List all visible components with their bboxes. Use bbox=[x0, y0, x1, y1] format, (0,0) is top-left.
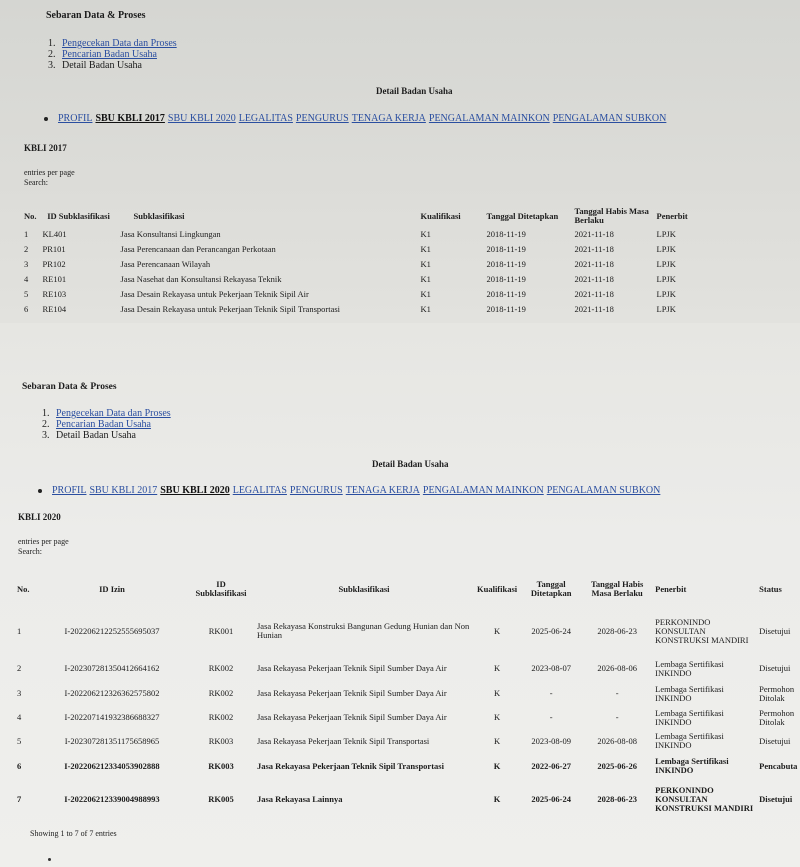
cell-id-subklasifikasi: RK003 bbox=[208, 760, 234, 771]
tab-sbu-kbli-2017[interactable]: SBU KBLI 2017 bbox=[95, 113, 165, 124]
tab-legalitas[interactable]: LEGALITAS bbox=[238, 113, 293, 124]
cell-tanggal-habis: 2028-06-23 bbox=[597, 625, 637, 636]
cell-kualifikasi: K bbox=[493, 793, 501, 804]
menu-item-pencarian[interactable]: Pencarian Badan Usaha bbox=[56, 419, 151, 430]
cell-no: 4 bbox=[17, 712, 22, 722]
cell-tanggal-ditetapkan: - bbox=[549, 712, 553, 722]
tab-sbu-kbli-2017[interactable]: SBU KBLI 2017 bbox=[89, 485, 158, 496]
cell-subklasifikasi: Jasa Nasehat dan Konsultansi Rekayasa Teknik bbox=[120, 274, 282, 284]
cell-no: 4 bbox=[24, 274, 29, 284]
col-header-id-subklasifikasi: ID Subklasifikasi bbox=[47, 210, 110, 221]
cell-subklasifikasi: Jasa Perencanaan dan Perancangan Perkotaan bbox=[120, 244, 276, 254]
cell-tanggal-ditetapkan: 2018-11-19 bbox=[486, 289, 526, 299]
tab-pengalaman-subkon[interactable]: PENGALAMAN SUBKON bbox=[546, 485, 661, 496]
cell-kualifikasi: K bbox=[494, 625, 501, 636]
cell-penerbit: PERKONINDO KONSULTAN KONSTRUKSI MANDIRI bbox=[655, 784, 754, 813]
cell-subklasifikasi: Jasa Desain Rekayasa untuk Pekerjaan Teknik Sipil Transportasi bbox=[120, 304, 341, 314]
table-row bbox=[14, 752, 800, 780]
cell-kualifikasi: K1 bbox=[420, 244, 431, 254]
cell-id-izin: I-202206212252555695037 bbox=[64, 625, 160, 636]
cell-id-subklasifikasi: RE104 bbox=[42, 304, 67, 314]
menu-item-pengecekan[interactable]: Pengecekan Data dan Proses bbox=[62, 38, 177, 49]
cell-subklasifikasi: Jasa Rekayasa Pekerjaan Teknik Sipil Sumber Daya Air bbox=[257, 688, 447, 698]
cell-penerbit: LPJK bbox=[656, 274, 676, 284]
cell-penerbit: LPJK bbox=[656, 229, 676, 239]
col-header-tanggal-ditetapkan: Tanggal Ditetapkan bbox=[530, 579, 572, 598]
cell-subklasifikasi: Jasa Desain Rekayasa untuk Pekerjaan Teknik Sipil Air bbox=[120, 289, 309, 299]
cell-tanggal-habis: 2021-11-18 bbox=[574, 274, 614, 284]
cell-no: 5 bbox=[24, 289, 29, 299]
cell-no: 2 bbox=[17, 663, 22, 673]
bullet-icon bbox=[44, 117, 48, 121]
cell-kualifikasi: K1 bbox=[420, 229, 431, 239]
cell-id-subklasifikasi: RK003 bbox=[208, 735, 234, 746]
entries-per-page-label: entries per page bbox=[18, 537, 69, 546]
cell-tanggal-ditetapkan: 2023-08-09 bbox=[531, 735, 571, 746]
cell-penerbit: Lembaga Sertifikasi INKINDO bbox=[655, 707, 724, 727]
cell-penerbit: LPJK bbox=[656, 259, 676, 269]
cell-status: Permohon Ditolak bbox=[759, 707, 795, 727]
cell-kualifikasi: K1 bbox=[420, 274, 431, 284]
cell-tanggal-habis: 2021-11-18 bbox=[574, 304, 614, 314]
cell-id-subklasifikasi: RK002 bbox=[208, 688, 234, 698]
cell-status: Pencabuta bbox=[759, 760, 798, 771]
col-header-id-subklasifikasi: ID Subklasifikasi bbox=[195, 579, 247, 598]
table-row bbox=[21, 227, 701, 242]
cell-no: 7 bbox=[17, 793, 22, 804]
app-title: Sebaran Data & Proses bbox=[46, 10, 146, 21]
col-header-tanggal-habis: Tanggal Habis Masa Berlaku bbox=[590, 579, 644, 598]
table-row bbox=[21, 242, 701, 257]
cell-no: 2 bbox=[24, 244, 29, 254]
tab-pengurus[interactable]: PENGURUS bbox=[289, 485, 343, 496]
tab-pengalaman-mainkon[interactable]: PENGALAMAN MAINKON bbox=[428, 113, 550, 124]
kbli-2017-table bbox=[21, 205, 701, 317]
cell-tanggal-habis: 2026-08-06 bbox=[597, 663, 637, 673]
cell-penerbit: Lembaga Sertifikasi INKINDO bbox=[655, 683, 724, 703]
tab-sbu-kbli-2020[interactable]: SBU KBLI 2020 bbox=[160, 485, 230, 496]
menu-item-pencarian[interactable]: Pencarian Badan Usaha bbox=[62, 49, 157, 60]
table-row bbox=[21, 257, 701, 272]
table-row bbox=[14, 780, 800, 818]
cell-kualifikasi: K bbox=[494, 712, 501, 722]
col-header-status: Status bbox=[759, 583, 782, 594]
cell-subklasifikasi: Jasa Konsultansi Lingkungan bbox=[120, 229, 221, 239]
cell-tanggal-ditetapkan: 2018-11-19 bbox=[486, 304, 526, 314]
cell-kualifikasi: K1 bbox=[420, 259, 431, 269]
cell-subklasifikasi: Jasa Rekayasa Lainnya bbox=[257, 793, 343, 804]
cell-tanggal-ditetapkan: 2018-11-19 bbox=[486, 274, 526, 284]
tab-pengurus[interactable]: PENGURUS bbox=[295, 113, 349, 124]
cell-subklasifikasi: Jasa Rekayasa Pekerjaan Teknik Sipil Sumber Daya Air bbox=[257, 712, 447, 722]
cell-no: 3 bbox=[17, 688, 22, 698]
table-row bbox=[21, 302, 701, 317]
tab-tenaga-kerja[interactable]: TENAGA KERJA bbox=[345, 485, 420, 496]
cell-tanggal-ditetapkan: 2018-11-19 bbox=[486, 244, 526, 254]
entries-per-page-label: entries per page bbox=[24, 168, 75, 177]
tab-pengalaman-mainkon[interactable]: PENGALAMAN MAINKON bbox=[422, 485, 544, 496]
cell-kualifikasi: K bbox=[494, 688, 501, 698]
app-title: Sebaran Data & Proses bbox=[22, 382, 117, 392]
cell-penerbit: LPJK bbox=[656, 304, 676, 314]
cell-id-subklasifikasi: RE103 bbox=[42, 289, 67, 299]
table-row bbox=[14, 682, 800, 705]
search-label: Search: bbox=[24, 178, 48, 187]
kbli-2020-page bbox=[0, 323, 800, 867]
cell-status: Disetujui bbox=[759, 793, 793, 804]
cell-kualifikasi: K1 bbox=[420, 304, 431, 314]
cell-id-subklasifikasi: RK005 bbox=[208, 793, 234, 804]
cell-subklasifikasi: Jasa Rekayasa Pekerjaan Teknik Sipil Transportasi bbox=[257, 735, 430, 746]
cell-tanggal-ditetapkan: 2018-11-19 bbox=[486, 259, 526, 269]
cell-subklasifikasi: Jasa Rekayasa Pekerjaan Teknik Sipil Transportasi bbox=[257, 760, 444, 771]
tab-bar bbox=[44, 113, 669, 124]
page-heading: Detail Badan Usaha bbox=[376, 86, 453, 96]
cell-tanggal-ditetapkan: - bbox=[549, 688, 553, 698]
cell-tanggal-habis: 2025-06-26 bbox=[597, 760, 637, 771]
cell-penerbit: Lembaga Sertifikasi INKINDO bbox=[655, 731, 724, 750]
cell-subklasifikasi: Jasa Rekayasa Pekerjaan Teknik Sipil Sumber Daya Air bbox=[257, 663, 447, 673]
tab-legalitas[interactable]: LEGALITAS bbox=[232, 485, 287, 496]
cell-id-subklasifikasi: PR101 bbox=[42, 244, 66, 254]
cell-id-izin: I-202307281350412664162 bbox=[64, 663, 160, 673]
tab-profil[interactable]: PROFIL bbox=[52, 485, 87, 496]
cell-tanggal-habis: 2021-11-18 bbox=[574, 259, 614, 269]
cell-penerbit: PERKONINDO KONSULTAN KONSTRUKSI MANDIRI bbox=[655, 616, 749, 645]
cell-status: Disetujui bbox=[759, 663, 791, 673]
cell-id-izin: I-202207141932386688327 bbox=[64, 712, 160, 722]
bullet-icon bbox=[38, 489, 42, 493]
cell-tanggal-ditetapkan: 2018-11-19 bbox=[486, 229, 526, 239]
table-row bbox=[21, 287, 701, 302]
tab-profil[interactable]: PROFIL bbox=[58, 113, 93, 124]
table-row bbox=[14, 607, 800, 655]
process-menu bbox=[36, 408, 171, 441]
table-row bbox=[21, 272, 701, 287]
menu-item-detail: Detail Badan Usaha bbox=[62, 60, 142, 71]
cell-id-izin: I-202206212334053902888 bbox=[64, 760, 160, 771]
search-label: Search: bbox=[18, 547, 42, 556]
col-header-penerbit: Penerbit bbox=[655, 583, 687, 594]
col-header-tanggal-habis: Tanggal Habis Masa Berlaku bbox=[574, 206, 649, 225]
cell-id-subklasifikasi: RK002 bbox=[208, 663, 234, 673]
cell-kualifikasi: K bbox=[493, 760, 501, 771]
cell-tanggal-ditetapkan: 2023-08-07 bbox=[531, 663, 571, 673]
cell-id-subklasifikasi: RK002 bbox=[208, 712, 234, 722]
col-header-id-izin: ID Izin bbox=[99, 583, 125, 594]
tab-sbu-kbli-2020[interactable]: SBU KBLI 2020 bbox=[167, 113, 236, 124]
process-menu bbox=[42, 38, 177, 71]
cell-tanggal-habis: 2021-11-18 bbox=[574, 244, 614, 254]
cell-id-izin: I-202206212326362575802 bbox=[64, 688, 160, 698]
section-title: KBLI 2017 bbox=[24, 143, 67, 153]
cell-no: 6 bbox=[24, 304, 29, 314]
kbli-2017-page bbox=[0, 0, 800, 323]
cell-id-subklasifikasi: RK001 bbox=[208, 625, 234, 636]
cell-tanggal-habis: - bbox=[615, 712, 619, 722]
cell-id-subklasifikasi: KL401 bbox=[42, 229, 67, 239]
cell-tanggal-habis: 2021-11-18 bbox=[574, 289, 614, 299]
cell-penerbit: LPJK bbox=[656, 289, 676, 299]
col-header-subklasifikasi: Subklasifikasi bbox=[133, 210, 185, 221]
cell-tanggal-ditetapkan: 2025-06-24 bbox=[531, 625, 571, 636]
table-row bbox=[14, 730, 800, 752]
cell-no: 6 bbox=[17, 760, 22, 771]
cell-no: 1 bbox=[24, 229, 29, 239]
cell-no: 1 bbox=[17, 625, 22, 636]
cell-kualifikasi: K1 bbox=[420, 289, 431, 299]
cell-kualifikasi: K bbox=[494, 735, 501, 746]
cell-id-subklasifikasi: PR102 bbox=[42, 259, 66, 269]
cell-penerbit: Lembaga Sertifikasi INKINDO bbox=[655, 658, 724, 678]
cell-status: Disetujui bbox=[759, 625, 791, 636]
bullet-icon bbox=[48, 858, 51, 861]
cell-subklasifikasi: Jasa Perencanaan Wilayah bbox=[120, 259, 211, 269]
tab-pengalaman-subkon[interactable]: PENGALAMAN SUBKON bbox=[552, 113, 667, 124]
kbli-2020-table bbox=[14, 571, 800, 818]
tab-tenaga-kerja[interactable]: TENAGA KERJA bbox=[351, 113, 426, 124]
cell-tanggal-habis: - bbox=[615, 688, 619, 698]
cell-penerbit: LPJK bbox=[656, 244, 676, 254]
col-header-kualifikasi: Kualifikasi bbox=[477, 583, 518, 594]
menu-item-pengecekan[interactable]: Pengecekan Data dan Proses bbox=[56, 408, 171, 419]
table-row bbox=[14, 705, 800, 730]
section-title: KBLI 2020 bbox=[18, 512, 61, 522]
cell-status: Permohon Ditolak bbox=[759, 683, 795, 703]
menu-item-detail: Detail Badan Usaha bbox=[56, 430, 136, 441]
page-heading: Detail Badan Usaha bbox=[372, 459, 449, 469]
cell-id-izin: I-202307281351175658965 bbox=[64, 735, 160, 746]
cell-tanggal-habis: 2021-11-18 bbox=[574, 229, 614, 239]
cell-kualifikasi: K bbox=[494, 663, 501, 673]
col-header-subklasifikasi: Subklasifikasi bbox=[338, 583, 390, 594]
cell-id-izin: I-202206212339004988993 bbox=[64, 793, 160, 804]
cell-penerbit: Lembaga Sertifikasi INKINDO bbox=[655, 756, 729, 775]
col-header-tanggal-ditetapkan: Tanggal Ditetapkan bbox=[486, 210, 559, 221]
cell-tanggal-habis: 2028-06-23 bbox=[597, 793, 637, 804]
cell-status: Disetujui bbox=[759, 735, 791, 746]
col-header-penerbit: Penerbit bbox=[656, 210, 688, 221]
cell-subklasifikasi: Jasa Rekayasa Konstruksi Bangunan Gedung Hunian dan Non Hunian bbox=[257, 621, 470, 640]
cell-no: 3 bbox=[24, 259, 29, 269]
cell-id-subklasifikasi: RE101 bbox=[42, 274, 67, 284]
table-row bbox=[14, 655, 800, 682]
cell-no: 5 bbox=[17, 735, 22, 746]
col-header-no: No. bbox=[17, 583, 30, 594]
col-header-no: No. bbox=[24, 210, 37, 221]
cell-tanggal-habis: 2026-08-08 bbox=[597, 735, 637, 746]
tab-bar bbox=[38, 485, 663, 496]
entries-summary: Showing 1 to 7 of 7 entries bbox=[30, 829, 117, 838]
cell-tanggal-ditetapkan: 2025-06-24 bbox=[531, 793, 571, 804]
col-header-kualifikasi: Kualifikasi bbox=[420, 210, 461, 221]
cell-tanggal-ditetapkan: 2022-06-27 bbox=[531, 760, 571, 771]
